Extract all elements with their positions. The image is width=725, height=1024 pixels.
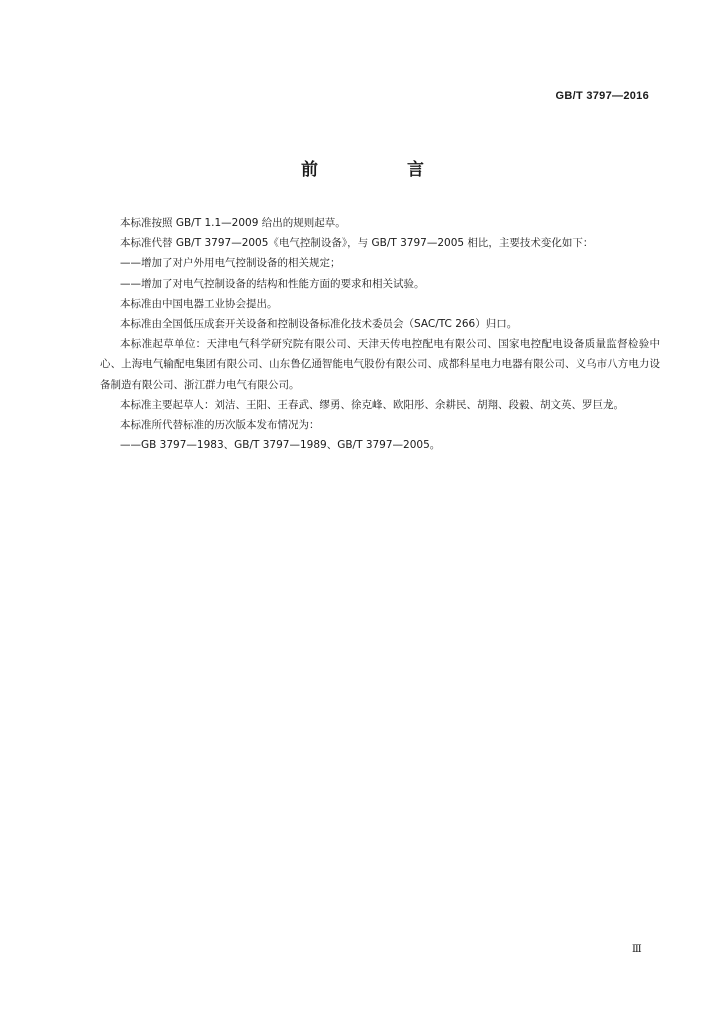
paragraph-drafters: 本标准主要起草人：刘洁、王阳、王春武、缪勇、徐克峰、欧阳彤、余耕民、胡翔、段毅、胡文英、罗巨龙。 — [120, 398, 624, 411]
paragraph-proposed-by: 本标准由中国电器工业协会提出。 — [120, 297, 278, 310]
paragraph-drafting-units: 本标准起草单位：天津电气科学研究院有限公司、天津天传电控配电有限公司、国家电控配电设备质量监督检验中心、上海电气输配电集团有限公司、山东鲁亿通智能电气股份有限公司、成都科星电力电器有限公司、义乌市八方电力设备制造有限公司、浙江群力电气有限公司。 — [100, 338, 660, 391]
paragraph-replaces: 本标准代替 GB/T 3797—2005《电气控制设备》，与 GB/T 3797—2005 相比，主要技术变化如下： — [120, 237, 594, 250]
page-title: 前 言 — [301, 160, 460, 180]
paragraph-under-jurisdiction: 本标准由全国低压成套开关设备和控制设备标准化技术委员会（SAC/TC 266）归口。 — [120, 318, 518, 331]
foreword-body — [100, 213, 660, 455]
standard-code: GB/T 3797—2016 — [555, 90, 649, 102]
paragraph-change-outdoor: ——增加了对户外用电气控制设备的相关规定； — [120, 257, 341, 270]
paragraph-change-structure: ——增加了对电气控制设备的结构和性能方面的要求和相关试验。 — [120, 277, 425, 290]
paragraph-history-versions: ——GB 3797—1983、GB/T 3797—1989、GB/T 3797—2005。 — [120, 439, 441, 452]
page-number: Ⅲ — [632, 944, 642, 955]
paragraph-history-intro: 本标准所代替标准的历次版本发布情况为： — [120, 419, 320, 432]
paragraph-drafting-rules: 本标准按照 GB/T 1.1—2009 给出的规则起草。 — [120, 217, 346, 229]
